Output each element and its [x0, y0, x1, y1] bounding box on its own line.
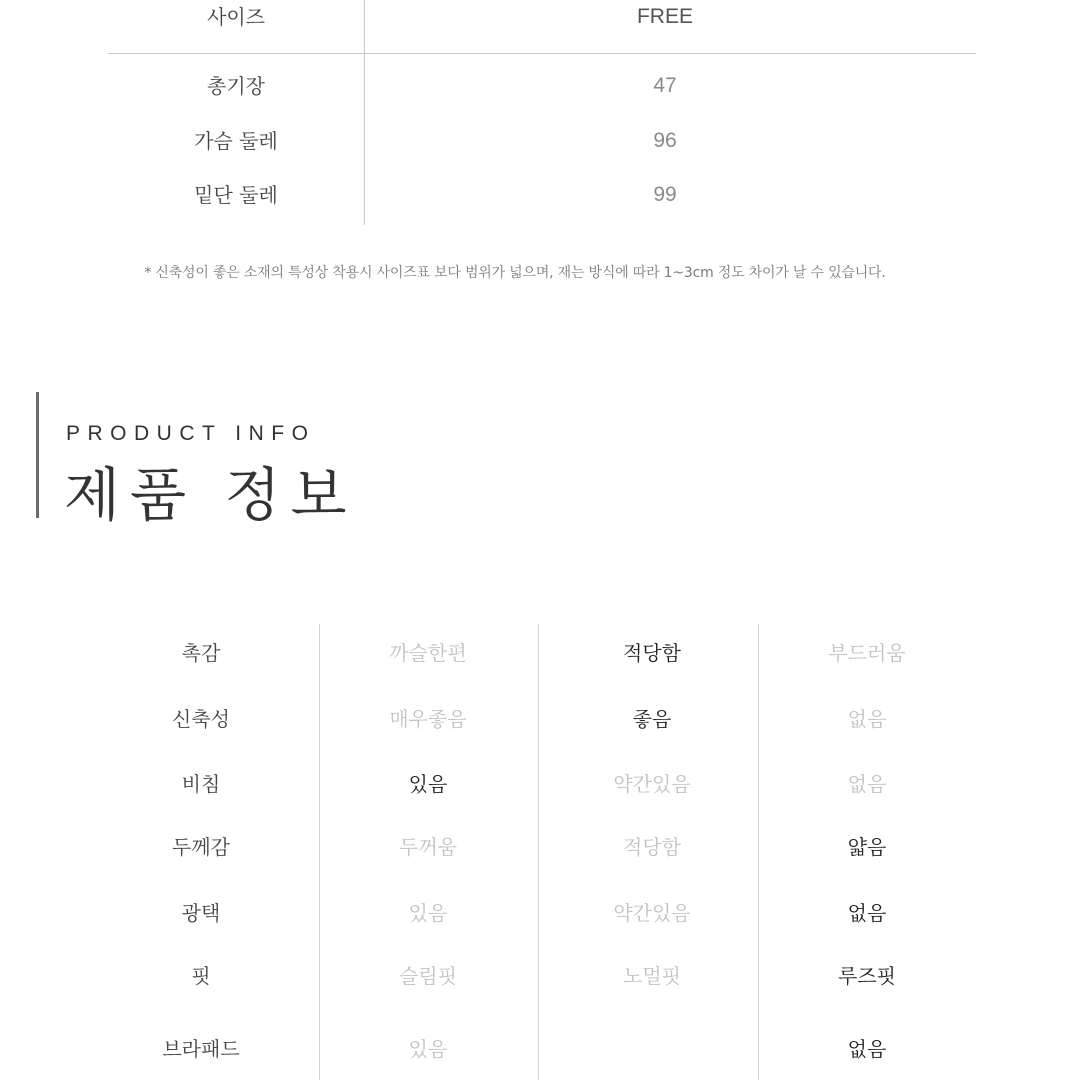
size-header-label: 사이즈 [207, 5, 265, 29]
info-row-label: 신축성 [172, 707, 230, 731]
size-row-value: 47 [653, 74, 677, 97]
info-option: 있음 [408, 1037, 448, 1061]
info-option-selected: 루즈핏 [838, 964, 896, 988]
section-accent-bar [36, 392, 39, 518]
info-row-label: 촉감 [181, 641, 221, 665]
info-option: 없음 [847, 772, 887, 796]
size-header-value: FREE [636, 5, 693, 28]
info-option: 약간있음 [613, 772, 691, 796]
product-info-grid [92, 620, 980, 1080]
info-option-selected: 있음 [408, 772, 448, 796]
info-row-label: 핏 [191, 964, 211, 988]
info-option: 있음 [408, 901, 448, 925]
size-row-label: 총기장 [207, 74, 265, 98]
size-row-label: 밑단 둘레 [194, 183, 278, 207]
info-row-label: 광택 [181, 901, 221, 925]
info-option-selected: 없음 [847, 901, 887, 925]
section-title-ko: 제품 정보 [64, 461, 357, 529]
info-option: 약간있음 [613, 901, 691, 925]
info-row-label: 브라패드 [162, 1037, 240, 1061]
info-option: 두꺼움 [399, 835, 457, 859]
size-note: * 신축성이 좋은 소재의 특성상 착용시 사이즈표 보다 범위가 넓으며, 재는 방식에 따라 1~3cm 정도 차이가 날 수 있습니다. [144, 265, 886, 281]
info-option: 슬림핏 [399, 964, 457, 988]
size-row-label: 가슴 둘레 [194, 129, 278, 153]
grid-divider [538, 624, 539, 1080]
info-row-label: 두께감 [172, 835, 230, 859]
info-option-selected: 얇음 [847, 835, 887, 859]
info-option-selected: 좋음 [632, 707, 672, 731]
info-option: 노멀핏 [623, 964, 681, 988]
size-table-divider-vertical [364, 0, 365, 225]
section-title-en: PRODUCT INFO [66, 422, 316, 445]
info-option-selected: 적당함 [623, 641, 681, 665]
size-table-divider-horizontal [108, 53, 976, 54]
info-option: 부드러움 [828, 641, 906, 665]
info-option: 매우좋음 [389, 707, 467, 731]
info-option-selected: 없음 [847, 1037, 887, 1061]
size-row-value: 96 [653, 129, 677, 152]
info-option: 없음 [847, 707, 887, 731]
size-row-value: 99 [653, 183, 677, 206]
info-row-label: 비침 [181, 772, 221, 796]
size-table [108, 0, 976, 228]
info-option: 적당함 [623, 835, 681, 859]
info-option: 까슬한편 [389, 641, 467, 665]
